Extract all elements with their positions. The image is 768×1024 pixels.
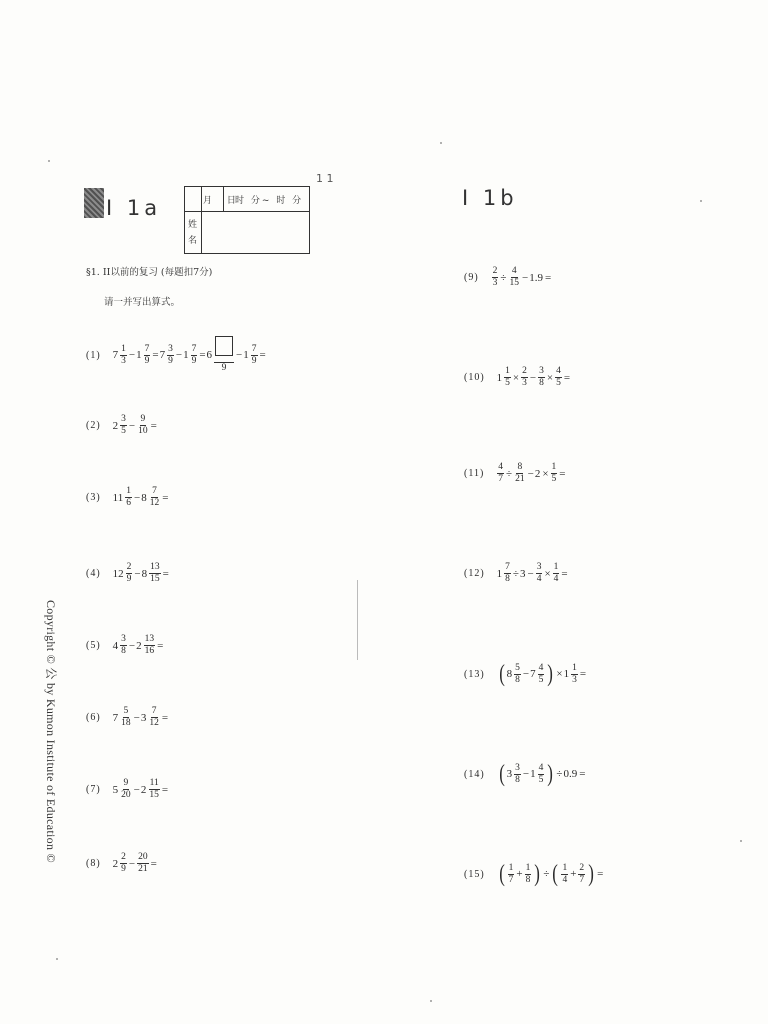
numerator: 3 [515, 762, 520, 773]
denominator: 16 [144, 646, 155, 656]
operator: − [522, 768, 530, 780]
operator: × [512, 371, 520, 384]
numerator: 3 [121, 414, 126, 424]
fraction [120, 852, 127, 875]
fraction [514, 763, 521, 786]
right-paren: ) [588, 861, 594, 887]
numerator: 20 [138, 852, 148, 862]
whole-number: 3 [519, 567, 526, 580]
denominator: 6 [126, 498, 132, 508]
denominator: 7 [508, 874, 514, 885]
whole-number: 6 [206, 349, 213, 361]
problem-number: (9) [464, 272, 479, 283]
operator: − [128, 857, 136, 870]
fraction [137, 414, 149, 437]
fraction [144, 634, 156, 657]
answer-blank[interactable] [214, 336, 234, 363]
fraction [149, 486, 161, 509]
operator: − [527, 467, 534, 480]
decimal-number: 1.9 [529, 271, 543, 284]
denominator: 10 [138, 426, 148, 436]
operator: − [521, 271, 529, 284]
denominator: 12 [149, 718, 159, 728]
denominator: 20 [121, 790, 131, 800]
denominator: 18 [121, 718, 131, 728]
whole-number: 1 [496, 371, 503, 384]
numerator: 9 [123, 778, 129, 788]
fraction [120, 706, 132, 729]
operator: × [542, 467, 549, 480]
numerator: 1 [121, 343, 126, 354]
operator: − [133, 711, 140, 724]
section-title: §1. II以前的复习 (每题扣7分) [86, 267, 213, 278]
scan-speck [56, 958, 58, 960]
denominator: 5 [538, 774, 544, 785]
denominator: 9 [251, 355, 257, 366]
denominator: 7 [579, 874, 585, 885]
denominator: 21 [138, 864, 148, 874]
numerator: 8 [517, 462, 523, 472]
whole-number: 3 [140, 711, 147, 724]
fraction [508, 863, 515, 886]
problem-number: (12) [464, 568, 485, 579]
fraction [148, 706, 160, 729]
numerator: 2 [522, 366, 527, 376]
operator: − [529, 371, 537, 384]
operator: + [516, 868, 523, 880]
fraction [149, 562, 161, 585]
denominator: 9 [191, 355, 197, 366]
operator: − [522, 668, 530, 680]
denominator: 3 [121, 355, 126, 366]
numerator: 7 [191, 343, 197, 354]
numerator: 4 [538, 662, 544, 673]
numerator: 1 [572, 662, 577, 673]
fraction [504, 366, 511, 389]
equals-sign: = [561, 567, 568, 580]
operator: ÷ [543, 868, 550, 880]
denominator: 9 [126, 574, 132, 584]
problem-9 [464, 266, 552, 289]
whole-number: 7 [159, 349, 166, 361]
problem-8 [86, 852, 158, 875]
problem-number: (7) [86, 784, 101, 795]
equals-sign: = [559, 467, 566, 480]
scan-speck [740, 840, 742, 842]
denominator: 5 [505, 378, 510, 388]
fraction [126, 562, 133, 585]
fraction [551, 462, 558, 485]
problem-number: (15) [464, 868, 485, 880]
problem-13 [464, 662, 587, 686]
denominator: 8 [505, 574, 510, 584]
fraction [521, 366, 528, 389]
numerator: 3 [539, 366, 544, 376]
numerator: 2 [121, 852, 126, 862]
operator: ÷ [512, 567, 519, 580]
denominator: 5 [121, 426, 126, 436]
instruction-text: 请一并写出算式。 [104, 297, 181, 308]
problem-number: (11) [464, 468, 485, 479]
whole-number: 11 [112, 491, 124, 504]
whole-number: 1 [496, 567, 503, 580]
denominator: 8 [525, 874, 531, 885]
denominator: 3 [492, 278, 498, 288]
problem-15 [464, 862, 604, 886]
table-divider [201, 187, 202, 253]
fraction [571, 663, 578, 686]
denominator: 4 [562, 874, 568, 885]
operator: − [133, 783, 140, 796]
fraction [508, 266, 520, 289]
numerator: 5 [123, 706, 129, 716]
numerator: 4 [538, 762, 544, 773]
fraction [514, 462, 526, 485]
whole-number: 3 [506, 768, 513, 780]
denominator: 4 [553, 574, 559, 584]
page-mark: 1 1 [316, 172, 334, 185]
scan-speck [440, 142, 442, 144]
problem-number: (4) [86, 568, 101, 579]
equals-sign: = [579, 768, 586, 780]
numerator: 2 [579, 862, 585, 873]
equals-sign: = [162, 567, 169, 580]
whole-number: 5 [112, 783, 119, 796]
operator: − [527, 567, 534, 580]
numerator: 3 [168, 343, 173, 354]
denominator: 9 [144, 355, 150, 366]
fraction [137, 852, 149, 875]
fraction [553, 562, 560, 585]
whole-number: 7 [112, 711, 119, 724]
equals-sign: = [544, 271, 552, 284]
numerator: 2 [126, 562, 132, 572]
numerator: 11 [149, 778, 159, 788]
whole-number: 1 [136, 349, 142, 361]
whole-number: 2 [136, 639, 142, 652]
problem-1 [86, 336, 267, 374]
fraction [538, 366, 545, 389]
operator: − [175, 349, 183, 361]
numerator: 7 [144, 343, 150, 354]
sheet-code-right: I 1b [462, 186, 518, 210]
equals-sign: = [161, 711, 169, 724]
whole-number: 2 [112, 857, 119, 870]
equals-sign: = [157, 639, 164, 652]
fraction [504, 562, 511, 585]
equals-sign: = [579, 668, 587, 680]
fraction [492, 266, 499, 289]
problem-11 [464, 462, 567, 485]
numerator: 7 [251, 343, 257, 354]
denominator: 15 [150, 574, 160, 584]
denominator: 5 [538, 674, 544, 685]
numerator: 2 [492, 266, 498, 276]
numerator: 3 [536, 562, 542, 572]
fraction [120, 634, 127, 657]
numerator: 1 [505, 366, 510, 376]
equals-sign: = [152, 349, 159, 361]
right-paren: ) [547, 761, 554, 787]
operator: × [546, 371, 554, 384]
problem-number: (6) [86, 712, 101, 723]
right-paren: ) [547, 661, 554, 687]
problem-6 [86, 706, 169, 729]
problem-14 [464, 762, 586, 786]
whole-number: 2 [140, 783, 147, 796]
operator: − [128, 419, 136, 432]
operator: + [570, 868, 577, 880]
problem-2 [86, 414, 158, 437]
fraction [144, 344, 151, 367]
whole-number: 8 [141, 491, 147, 504]
numerator: 1 [553, 562, 559, 572]
equals-sign: = [150, 857, 157, 870]
denominator: 5 [551, 474, 557, 484]
numerator: 7 [152, 486, 157, 496]
denominator: 15 [149, 790, 159, 800]
numerator: 1 [508, 862, 514, 873]
denominator: 7 [498, 474, 504, 484]
scan-speck [700, 200, 702, 202]
left-paren: ( [498, 661, 505, 687]
numerator: 4 [511, 266, 517, 276]
operator: − [134, 491, 141, 504]
kumon-logo-icon [84, 188, 104, 218]
problem-number: (1) [86, 349, 101, 361]
denominator: 12 [149, 498, 160, 508]
right-paren: ) [534, 861, 541, 887]
numerator: 7 [151, 706, 157, 716]
operator: ÷ [506, 467, 513, 480]
numerator: 1 [126, 486, 132, 496]
whole-number: 2 [534, 467, 541, 480]
fraction [497, 462, 504, 485]
problem-number: (5) [86, 640, 101, 651]
equals-sign: = [162, 491, 169, 504]
numerator: 4 [556, 366, 561, 376]
problem-4 [86, 562, 170, 585]
equals-sign: = [161, 783, 169, 796]
fraction [125, 486, 132, 509]
page-fold-line [357, 580, 358, 660]
fraction [538, 663, 545, 686]
operator: ÷ [500, 271, 507, 284]
fraction [191, 344, 198, 367]
numerator: 4 [498, 462, 504, 472]
fraction [251, 344, 258, 367]
denominator: 4 [536, 574, 542, 584]
problem-5 [86, 634, 164, 657]
fraction [148, 778, 160, 801]
denominator: 8 [121, 646, 126, 656]
fraction [120, 414, 127, 437]
numerator: 1 [562, 862, 568, 873]
fraction [578, 863, 585, 886]
denominator: 5 [556, 378, 561, 388]
equals-sign: = [563, 371, 571, 384]
whole-number: 2 [112, 419, 119, 432]
left-paren: ( [498, 861, 505, 887]
denominator: 3 [572, 674, 577, 685]
scan-speck [48, 160, 50, 162]
decimal-number: 0.9 [563, 768, 578, 780]
operator: − [128, 639, 136, 652]
numerator: 1 [525, 862, 531, 873]
whole-number: 12 [112, 567, 124, 580]
denominator: 8 [515, 674, 520, 685]
numerator: 7 [505, 562, 510, 572]
fraction [536, 562, 543, 585]
problem-number: (14) [464, 768, 485, 780]
whole-number: 1 [183, 349, 189, 361]
numerator: 1 [551, 462, 557, 472]
denominator: 15 [509, 278, 519, 288]
numerator: 3 [121, 634, 126, 644]
fraction [525, 863, 532, 886]
fraction [555, 366, 562, 389]
fraction [120, 344, 127, 367]
operator: × [544, 567, 551, 580]
answer-box[interactable] [215, 336, 233, 356]
operator: − [236, 349, 243, 361]
operator: − [128, 349, 136, 361]
problem-number: (2) [86, 420, 101, 431]
time-range-label: 时 分~ 时 分 [235, 196, 304, 206]
whole-number: 8 [506, 668, 513, 680]
problem-10 [464, 366, 571, 389]
operator: × [556, 668, 563, 680]
denominator: 8 [539, 378, 544, 388]
denominator: 9 [221, 363, 227, 373]
fraction [538, 763, 545, 786]
whole-number: 8 [141, 567, 148, 580]
month-day-label: 月 日 [203, 196, 242, 206]
problem-number: (10) [464, 372, 485, 383]
date-name-table [184, 186, 310, 254]
numerator: 13 [150, 562, 160, 572]
equals-sign: = [259, 349, 266, 361]
problem-12 [464, 562, 569, 585]
sheet-code-left: I 1a [106, 196, 162, 220]
numerator: 9 [140, 414, 146, 424]
denominator: 3 [522, 378, 527, 388]
problem-7 [86, 778, 169, 801]
scan-speck [430, 1000, 432, 1002]
problem-number: (8) [86, 858, 101, 869]
fraction-with-blank [214, 336, 234, 374]
whole-number: 4 [112, 639, 119, 652]
whole-number: 1 [563, 668, 570, 680]
problem-3 [86, 486, 169, 509]
equals-sign: = [597, 868, 604, 880]
whole-number: 7 [530, 668, 536, 680]
whole-number: 7 [112, 349, 119, 361]
numerator: 5 [515, 662, 520, 673]
denominator: 9 [168, 355, 173, 366]
fraction [167, 344, 174, 367]
numerator: 13 [144, 634, 155, 644]
operator: ÷ [556, 768, 563, 780]
fraction [514, 663, 521, 686]
fraction [120, 778, 132, 801]
operator: − [134, 567, 141, 580]
denominator: 21 [515, 474, 525, 484]
left-paren: ( [552, 861, 559, 887]
equals-sign: = [150, 419, 157, 432]
problem-number: (3) [86, 492, 101, 503]
fraction [561, 863, 568, 886]
problem-number: (13) [464, 668, 485, 680]
copyright-notice: Copyright © 公 by Kumon Institute of Education © [44, 600, 58, 863]
left-paren: ( [498, 761, 505, 787]
equals-sign: = [199, 349, 206, 361]
name-label: 姓名 [188, 220, 198, 246]
whole-number: 1 [530, 768, 536, 780]
denominator: 8 [515, 774, 520, 785]
whole-number: 1 [243, 349, 249, 361]
denominator: 9 [121, 864, 126, 874]
